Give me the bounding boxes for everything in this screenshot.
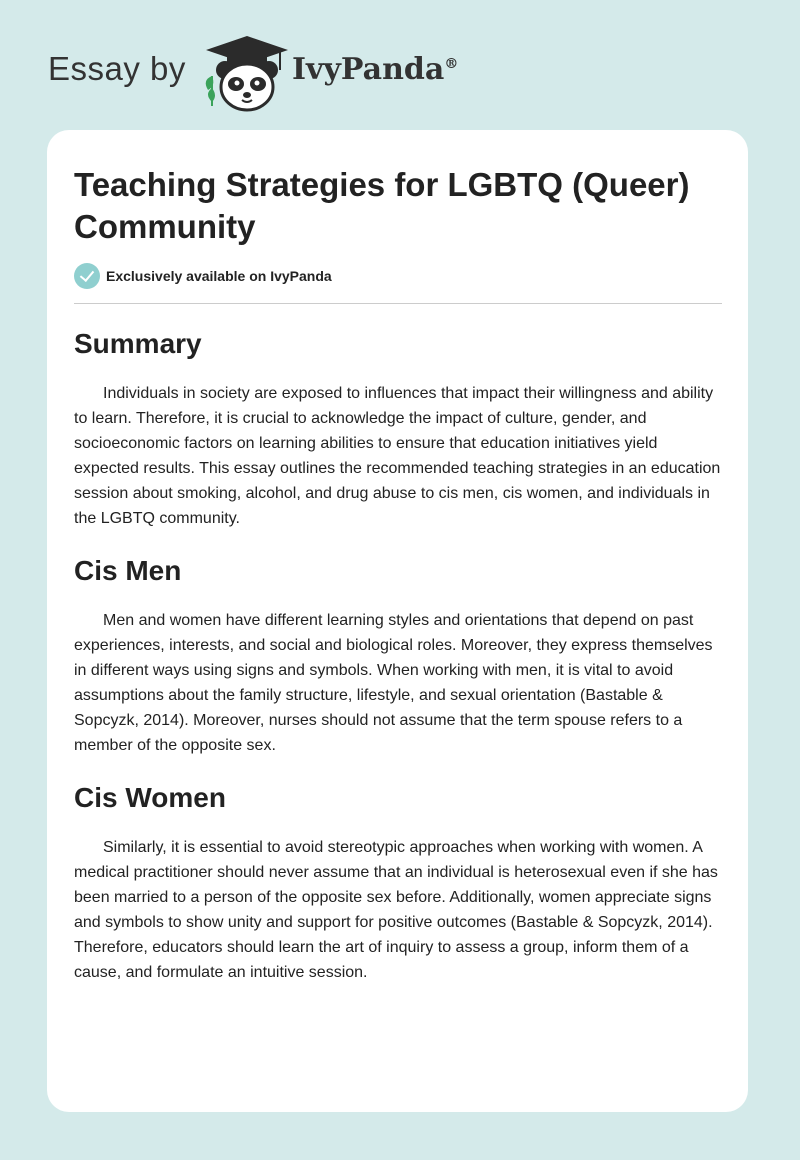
exclusive-badge <box>74 263 332 289</box>
site-header <box>0 0 800 130</box>
section-heading: Cis Men <box>74 555 182 586</box>
badge-text: Exclusively available on IvyPanda <box>106 268 332 284</box>
section-cis-men <box>74 554 724 758</box>
section-heading: Cis Women <box>74 782 226 813</box>
brand-prefix: Essay by <box>48 50 186 87</box>
brand-name[interactable]: IvyPanda® <box>292 52 459 87</box>
section-summary <box>74 327 724 531</box>
section-heading: Summary <box>74 328 202 359</box>
section-cis-women <box>74 781 724 985</box>
section-paragraph: Similarly, it is essential to avoid stereotypic approaches when working with women. A medical practitioner should never assume that an individual is heterosexual even if she has been married to a person of the opposite sex before. Additionally, women appreciate signs and symbols to show unity and support for positive outcomes (Bastable & Sopcyzk, 2014). Therefore, educators should learn the art of inquiry to assess a group, inform them of a cause, and formulate an intuitive session. <box>74 839 718 981</box>
check-circle-icon <box>74 263 100 289</box>
essay-title: Teaching Strategies for LGBTQ (Queer) Community <box>74 166 690 245</box>
panda-graduate-icon[interactable] <box>200 32 295 114</box>
section-paragraph: Men and women have different learning styles and orientations that depend on past experiences, interests, and social and biological roles. Moreover, they express themselves in different ways using signs and symbols. When working with men, it is vital to avoid assumptions about the family structure, lifestyle, and sexual orientation (Bastable & Sopcyzk, 2014). Moreover, nurses should not assume that the term spouse refers to a member of the opposite sex. <box>74 612 713 754</box>
title-divider <box>74 303 722 304</box>
section-paragraph: Individuals in society are exposed to influences that impact their willingness and ability to learn. Therefore, it is crucial to acknowledge the impact of culture, gender, and socioeconomic factors on learning abilities to ensure that education initiatives yield expected results. This essay outlines the recommended teaching strategies in an education session about smoking, alcohol, and drug abuse to cis men, cis women, and individuals in the LGBTQ community. <box>74 385 721 527</box>
essay-card <box>47 130 748 1112</box>
registered-mark: ® <box>444 56 459 72</box>
